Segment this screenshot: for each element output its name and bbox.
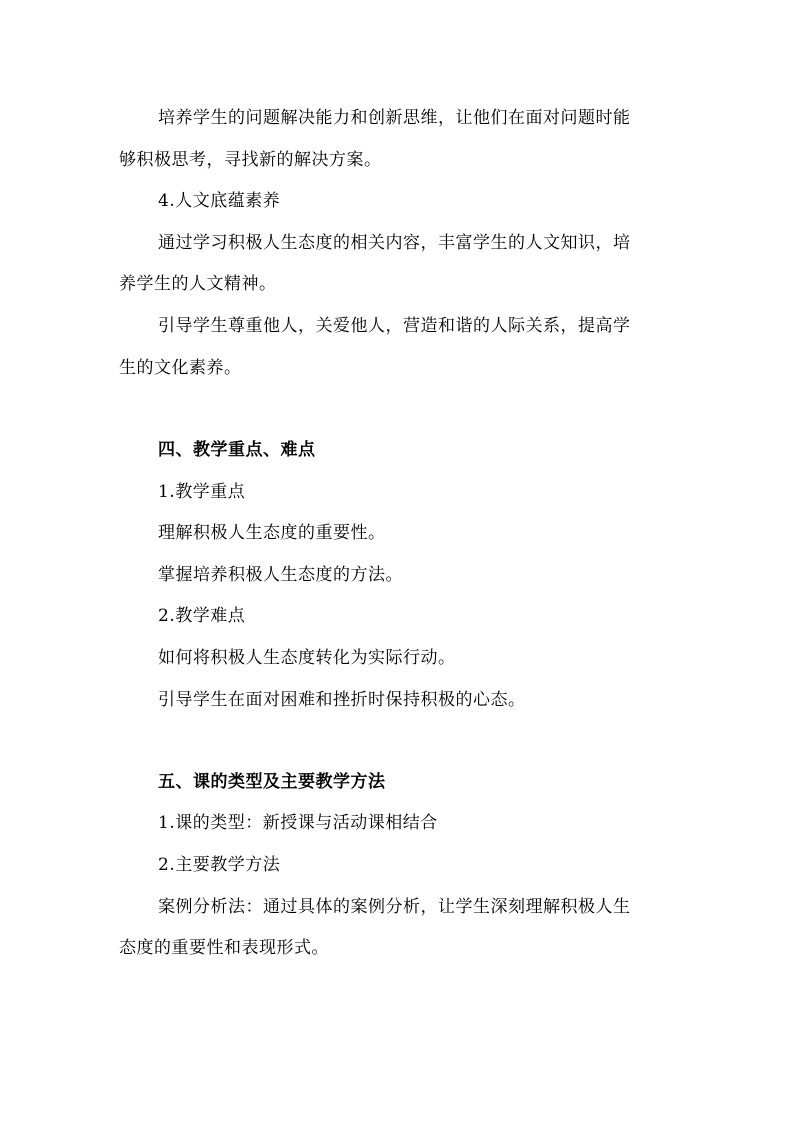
paragraph-line: 态度的重要性和表现形式。 (119, 938, 329, 958)
paragraph-line: 如何将积极人生态度转化为实际行动。 (158, 648, 456, 668)
subheading: 4.人文底蕴素养 (158, 191, 281, 211)
subheading: 2.主要教学方法 (158, 855, 281, 875)
section-heading: 五、课的类型及主要教学方法 (158, 772, 386, 792)
paragraph-line: 案例分析法：通过具体的案例分析，让学生深刻理解积极人生 (158, 897, 631, 917)
paragraph-line: 生的文化素养。 (119, 358, 242, 378)
subheading: 1.教学重点 (158, 482, 246, 502)
section-heading: 四、教学重点、难点 (158, 440, 316, 460)
paragraph-line: 培养学生的问题解决能力和创新思维，让他们在面对问题时能 (158, 108, 631, 128)
paragraph-line: 掌握培养积极人生态度的方法。 (158, 565, 403, 585)
paragraph-line: 够积极思考，寻找新的解决方案。 (119, 150, 382, 170)
paragraph-line: 通过学习积极人生态度的相关内容，丰富学生的人文知识，培 (158, 233, 631, 253)
paragraph-line: 引导学生在面对困难和挫折时保持积极的心态。 (158, 690, 526, 710)
subheading: 1.课的类型：新授课与活动课相结合 (158, 813, 438, 833)
paragraph-line: 养学生的人文精神。 (119, 274, 277, 294)
paragraph-line: 理解积极人生态度的重要性。 (158, 523, 386, 543)
paragraph-line: 引导学生尊重他人，关爱他人，营造和谐的人际关系，提高学 (158, 316, 631, 336)
subheading: 2.教学难点 (158, 606, 246, 626)
